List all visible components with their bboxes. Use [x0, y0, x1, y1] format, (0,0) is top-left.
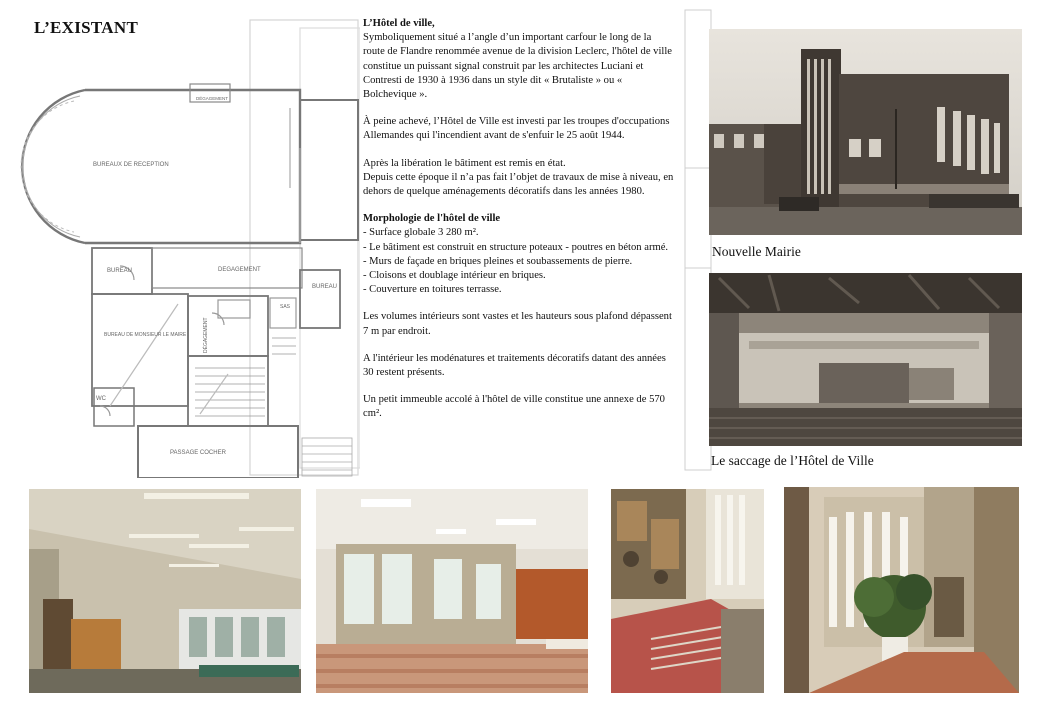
ruined-interior-photo	[709, 273, 1022, 446]
room-label-reception: BUREAUX DE RECEPTION	[93, 162, 169, 168]
room-label-sas: SAS	[280, 304, 291, 310]
liberation-paragraph	[363, 157, 675, 200]
intro-paragraph	[363, 17, 675, 102]
liberation-line: Après la libération le bâtiment est remis en état.	[363, 157, 566, 169]
renovation-line: Depuis cette époque il n’a pas fait l’objet de travaux de mise à niveau, en dehors de quelque aménagements décoratifs dans les années 1980.	[363, 171, 674, 198]
morphology-section	[363, 212, 675, 297]
intro-heading: L’Hôtel de ville,	[363, 18, 435, 29]
room-label-degagement-vertical: DÉGAGEMENT	[203, 317, 209, 353]
annex-paragraph: Un petit immeuble accolé à l'hôtel de ville constitue une annexe de 570 cm².	[363, 394, 665, 420]
morphology-heading: Morphologie de l'hôtel de ville	[363, 213, 501, 225]
caption-ransacking: Le saccage de l’Hôtel de Ville	[711, 453, 874, 468]
staircase-mural-photo	[611, 489, 764, 693]
caption-new-town-hall: Nouvelle Mairie	[712, 244, 801, 259]
room-label-passage: PASSAGE COCHER	[170, 450, 226, 456]
office-interior-photo	[29, 489, 301, 693]
room-label-bureau-maire: BUREAU DE MONSIEUR LE MAIRE	[104, 332, 187, 338]
description-text	[363, 17, 675, 435]
hall-interior-photo	[316, 489, 588, 693]
intro-body: Symboliquement situé a l’angle d’un important carfour le long de la route de Flandre renommée avenue de la division Leclerc, l'hôtel de ville constitue un puissant signal construit par les architectes Luciani et Contresti de 1930 à 1936 dans un style dit « Brutaliste » ou « Bolchevique ».	[363, 32, 673, 101]
morphology-item: - Le bâtiment est construit en structure poteaux - poutres en béton armé.	[363, 241, 669, 253]
page-title: L’EXISTANT	[34, 18, 139, 37]
morphology-item: - Couverture en toitures terrasse.	[363, 284, 502, 296]
room-label-degagement-top: DÉGAGEMENT	[196, 96, 229, 101]
decor-paragraph: A l'intérieur les modénatures et traitements décoratifs datant des années 30 restent présents.	[363, 352, 666, 379]
morphology-item: - Murs de façade en briques pleines et soubassements de pierre.	[363, 255, 633, 267]
floor-plan	[0, 8, 360, 478]
room-label-bureau-right: BUREAU	[312, 284, 338, 290]
morphology-item: - Cloisons et doublage intérieur en briques.	[363, 270, 546, 282]
room-label-wc: WC	[96, 396, 106, 402]
room-label-bureau-left: BUREAU	[107, 268, 133, 274]
room-label-degagement-mid: DEGAGEMENT	[218, 267, 261, 273]
town-hall-exterior-photo	[709, 29, 1022, 235]
occupation-paragraph: À peine achevé, l’Hôtel de Ville est investi par les troupes d'occupations Allemandes qui l'incendient avant de s'enfuir le 25 août 1944.	[363, 116, 670, 142]
corridor-plant-photo	[784, 487, 1019, 693]
volumes-paragraph: Les volumes intérieurs sont vastes et les hauteurs sous plafond dépassent 7 m par endroit.	[363, 311, 672, 337]
morphology-item: - Surface globale 3 280 m².	[363, 227, 479, 239]
